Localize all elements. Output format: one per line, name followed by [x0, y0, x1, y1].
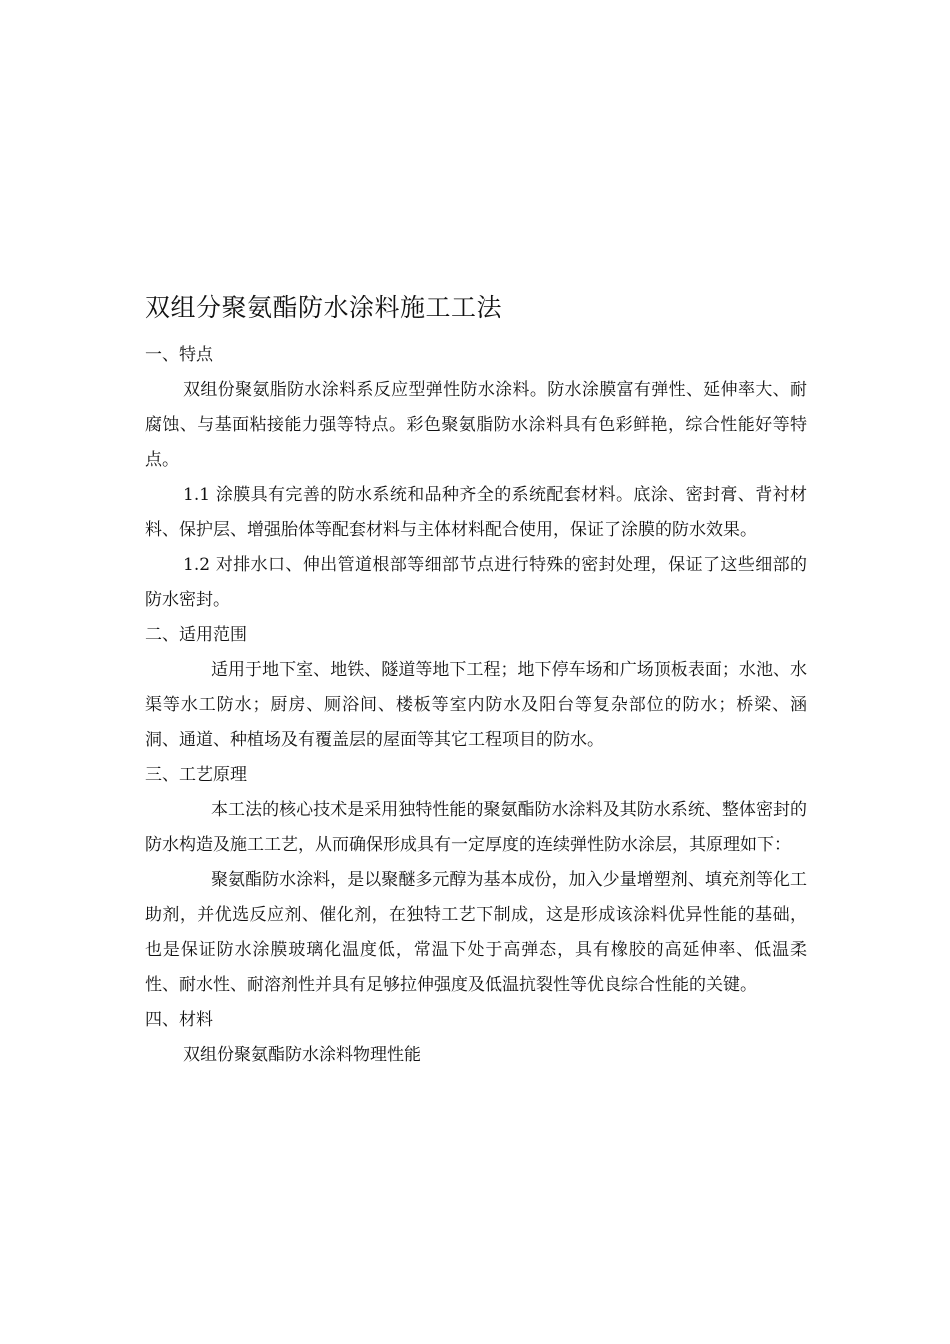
section-heading-features: 一、特点 [145, 345, 213, 365]
document-title: 双组分聚氨酯防水涂料施工工法 [145, 293, 503, 322]
features-item-1-2: 1.2 对排水口、伸出管道根部等细部节点进行特殊的密封处理，保证了这些细部的防水密封。 [145, 555, 807, 610]
features-intro-paragraph: 双组份聚氨脂防水涂料系反应型弹性防水涂料。防水涂膜富有弹性、延伸率大、耐腐蚀、与基面粘接能力强等特点。彩色聚氨脂防水涂料具有色彩鲜艳，综合性能好等特点。 [145, 380, 807, 470]
scope-paragraph: 适用于地下室、地铁、隧道等地下工程；地下停车场和广场顶板表面；水池、水渠等水工防水；厨房、厕浴间、楼板等室内防水及阳台等复杂部位的防水；桥梁、涵洞、通道、种植场及有覆盖层的屋面等其它工程项目的防水。 [145, 660, 807, 750]
features-item-1-1: 1.1 涂膜具有完善的防水系统和品种齐全的系统配套材料。底涂、密封膏、背衬材料、保护层、增强胎体等配套材料与主体材料配合使用，保证了涂膜的防水效果。 [145, 485, 807, 540]
section-heading-materials: 四、材料 [145, 1010, 213, 1030]
materials-paragraph: 双组份聚氨酯防水涂料物理性能 [183, 1045, 421, 1065]
document-body [145, 282, 807, 1073]
principle-paragraph-1: 本工法的核心技术是采用独特性能的聚氨酯防水涂料及其防水系统、整体密封的防水构造及施工工艺，从而确保形成具有一定厚度的连续弹性防水涂层，其原理如下： [145, 800, 807, 855]
section-heading-principle: 三、工艺原理 [145, 765, 247, 785]
principle-paragraph-2: 聚氨酯防水涂料，是以聚醚多元醇为基本成份，加入少量增塑剂、填充剂等化工助剂，并优选反应剂、催化剂，在独特工艺下制成，这是形成该涂料优异性能的基础，也是保证防水涂膜玻璃化温度低，常温下处于高弹态，具有橡胶的高延伸率、低温柔性、耐水性、耐溶剂性并具有足够拉伸强度及低温抗裂性等优良综合性能的关键。 [145, 870, 807, 995]
section-heading-scope: 二、适用范围 [145, 625, 247, 645]
